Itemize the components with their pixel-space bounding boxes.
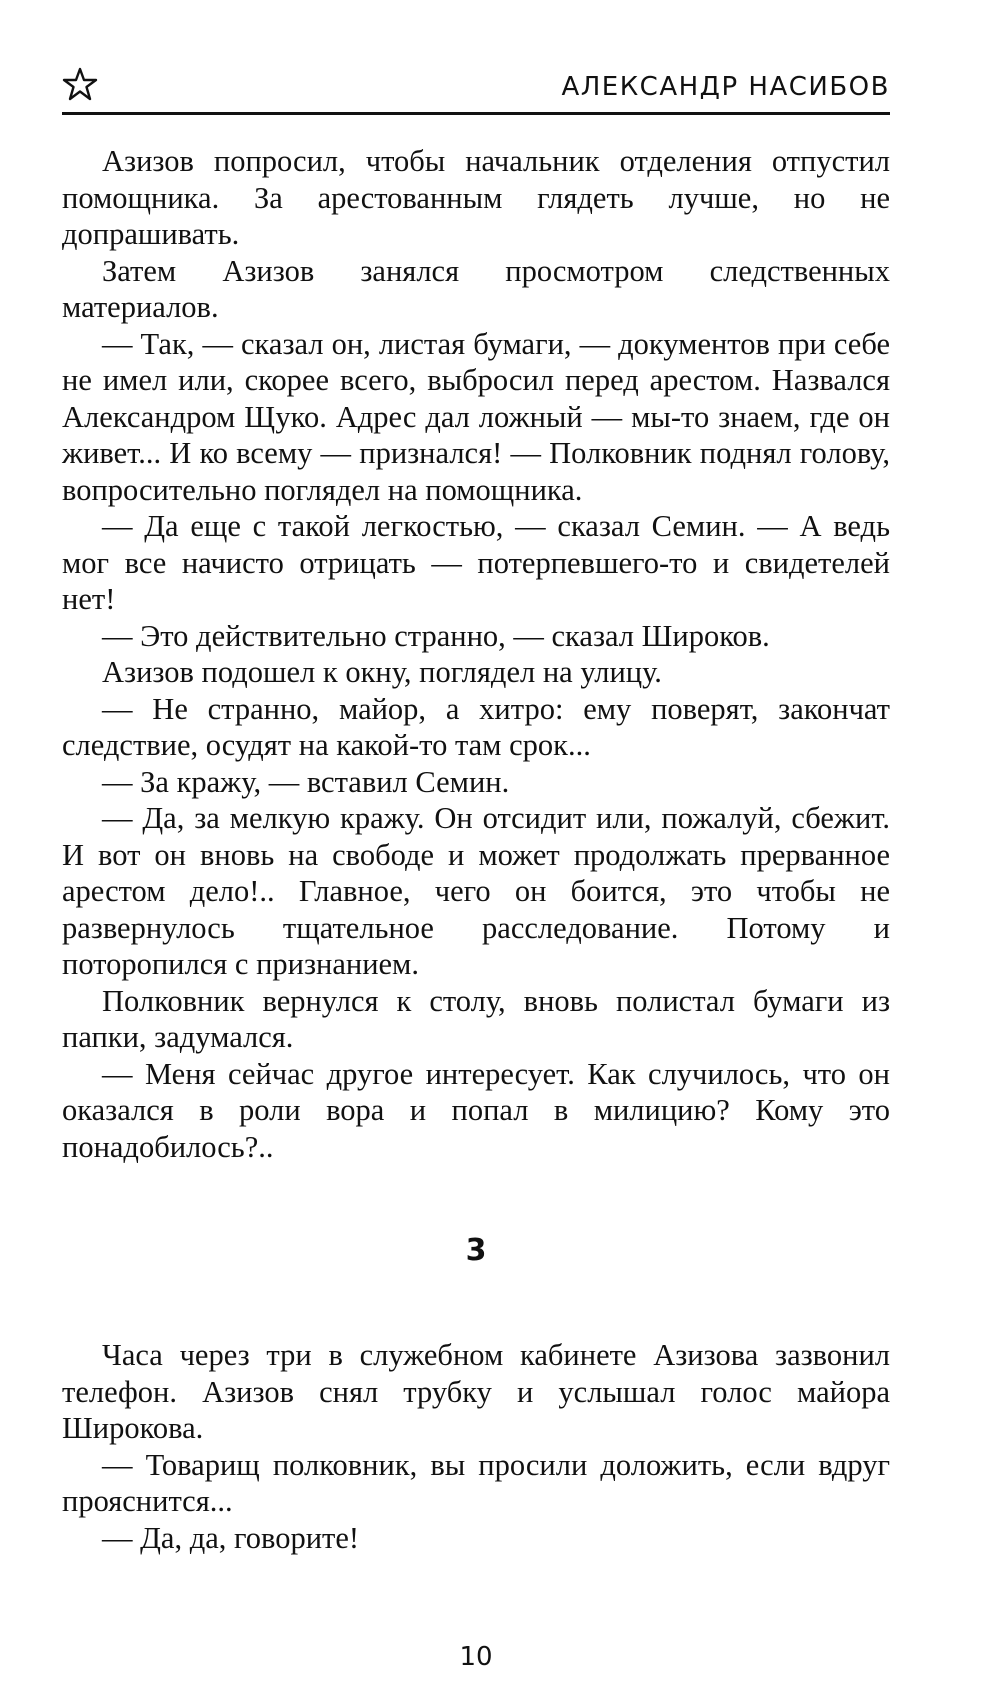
paragraph: Затем Азизов занялся просмотром следственных материалов. [62, 253, 890, 324]
star-outline-icon [62, 66, 98, 102]
chapter-heading: 3 [465, 1233, 487, 1268]
paragraph: — Так, — сказал он, листая бумаги, — документов при себе не имел или, скорее всего, выбросил перед арестом. Назвался Александром Щуко. Адрес дал ложный — мы-то знаем, где он живет... И ко всему — признался! — Полковник поднял голову, вопросительно поглядел на помощника. [62, 326, 890, 507]
paragraph: Азизов подошел к окну, поглядел на улицу. [102, 655, 662, 689]
paragraph: — Это действительно странно, — сказал Широков. [102, 618, 770, 653]
paragraph: Полковник вернулся к столу, вновь полистал бумаги из папки, задумался. [62, 983, 890, 1054]
paragraph: — Да, да, говорите! [102, 1520, 360, 1555]
page-number: 10 [459, 1642, 493, 1672]
book-page [62, 0, 890, 1706]
running-header [62, 62, 890, 112]
paragraph: — Меня сейчас другое интересует. Как случилось, что он оказался в роли вора и попал в милицию? Кому это понадобилось?.. [62, 1056, 890, 1164]
paragraph: — Да, за мелкую кражу. Он отсидит или, пожалуй, сбежит. И вот он вновь на свободе и может продолжать прерванное арестом дело!.. Главное, чего он боится, это чтобы не развернулось тщательное расследование. Потому и поторопился с признанием. [62, 801, 890, 981]
main-text [62, 143, 890, 1556]
paragraph: — За кражу, — вставил Семин. [102, 764, 510, 799]
paragraph: Часа через три в служебном кабинете Азизова зазвонил телефон. Азизов снял трубку и услышал голос майора Широкова. [62, 1338, 890, 1445]
paragraph: — Товарищ полковник, вы просили доложить, если вдруг прояснится... [62, 1447, 890, 1518]
header-divider [62, 112, 890, 115]
paragraph: — Да еще с такой легкостью, — сказал Семин. — А ведь мог все начисто отрицать — потерпевшего-то и свидетелей нет! [62, 509, 890, 616]
author-name: АЛЕКСАНДР НАСИБОВ [561, 72, 890, 102]
paragraph: — Не странно, майор, а хитро: ему поверят, закончат следствие, осудят на какой-то там срок... [62, 691, 890, 762]
paragraph: Азизов попросил, чтобы начальник отделения отпустил помощника. За арестованным глядеть лучше, но не допрашивать. [62, 144, 890, 251]
